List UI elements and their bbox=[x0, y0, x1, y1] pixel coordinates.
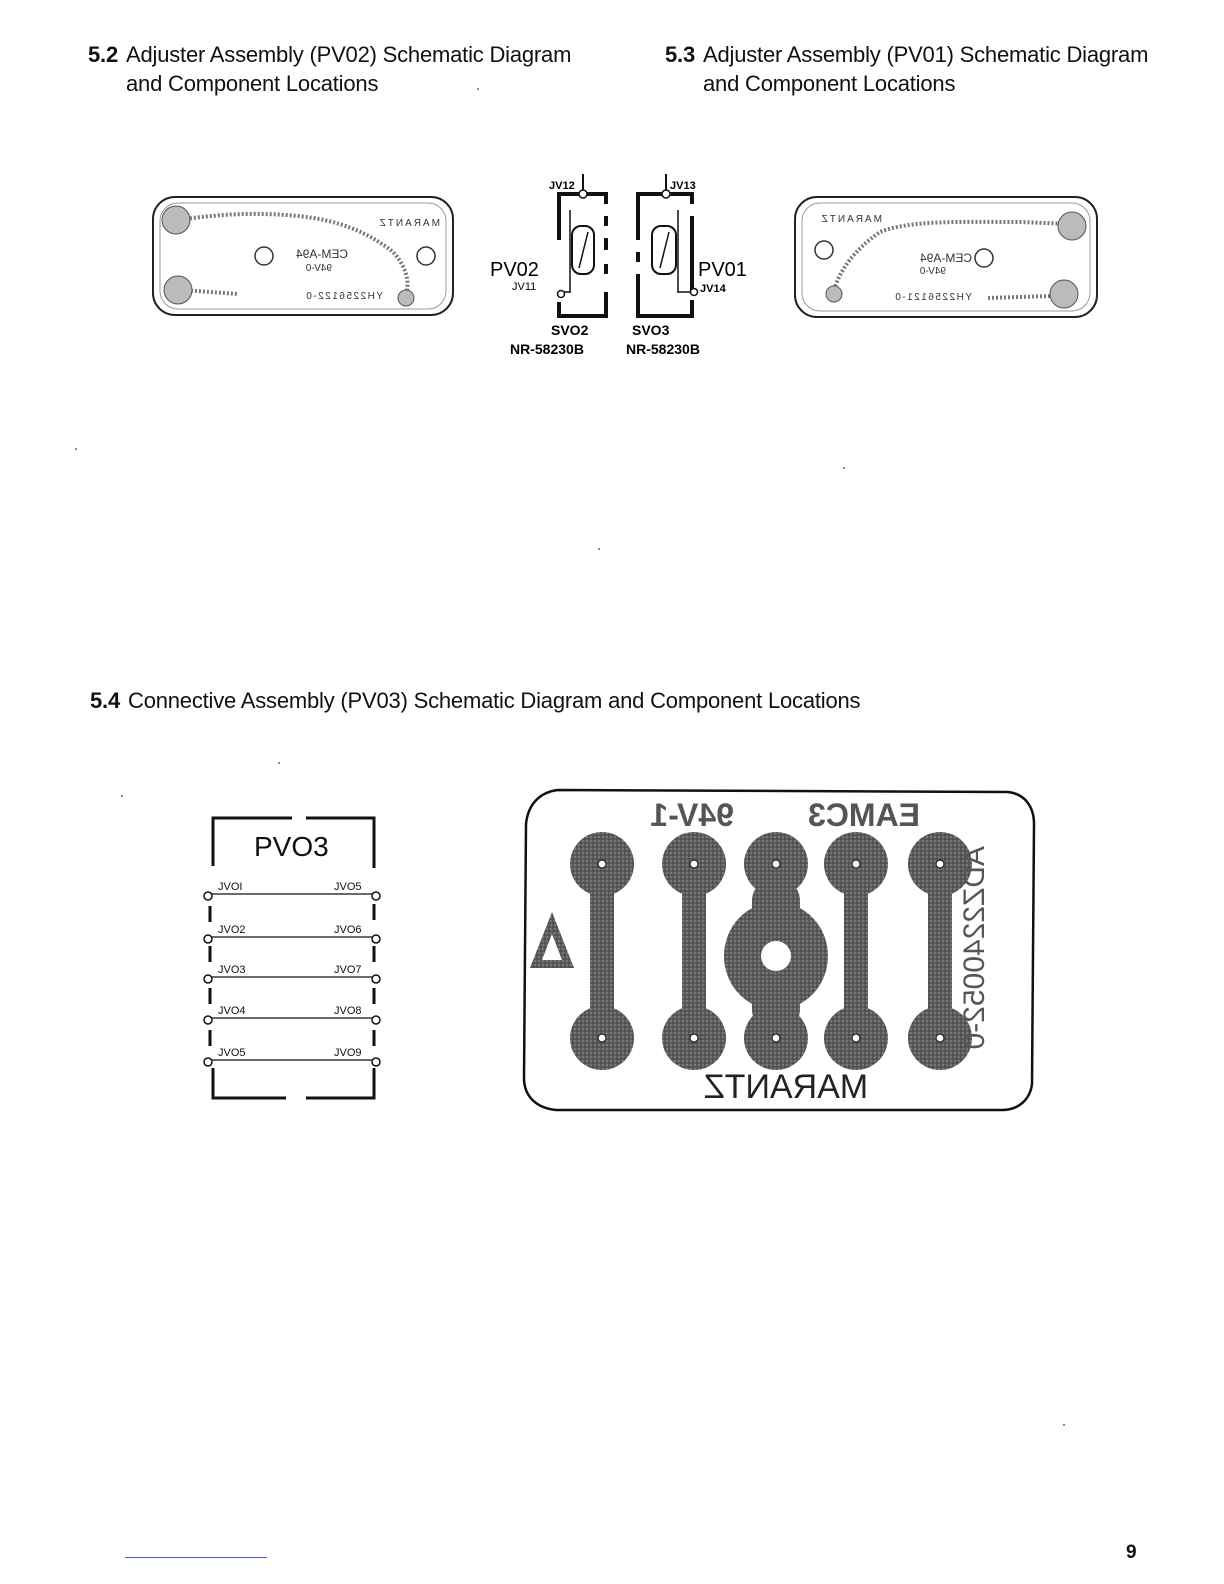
pcb-brand-text: MARANTZ bbox=[819, 214, 882, 225]
pv03-row-left-label: JVO4 bbox=[218, 1005, 246, 1017]
solder-pad bbox=[164, 276, 192, 304]
jv11-label: JV11 bbox=[512, 281, 537, 293]
pv03-row-left-label: JVO2 bbox=[218, 924, 246, 936]
pcb-grade-text: CEM-A94 bbox=[295, 247, 348, 261]
pv03-row-right-label: JVO7 bbox=[334, 964, 362, 976]
mounting-hole bbox=[815, 241, 833, 259]
pcb-brand-text: MARANTZ bbox=[703, 1068, 869, 1106]
section-title-line2: and Component Locations bbox=[126, 71, 379, 96]
pv03-row-right-label: JVO8 bbox=[334, 1005, 362, 1017]
print-speck bbox=[598, 548, 600, 550]
solder-pad bbox=[1058, 212, 1086, 240]
print-speck bbox=[843, 467, 845, 469]
pcb-brand-text: MARANTZ bbox=[377, 218, 440, 229]
solder-pad bbox=[826, 286, 842, 302]
pv03-schematic-lines bbox=[196, 806, 396, 1106]
center-mounting-hole bbox=[761, 941, 791, 971]
print-speck bbox=[477, 88, 479, 90]
terminal-jv14 bbox=[691, 289, 698, 296]
part-number-left: NR-58230B bbox=[510, 341, 584, 357]
print-speck bbox=[121, 795, 123, 797]
jv12-label: JV12 bbox=[549, 180, 575, 192]
section-5-4-heading bbox=[90, 686, 860, 715]
pv01-ref-label: PV01 bbox=[698, 259, 747, 281]
page-number: 9 bbox=[1126, 1542, 1137, 1563]
section-title-line2: and Component Locations bbox=[703, 71, 956, 96]
print-speck bbox=[278, 762, 280, 764]
pcb-pv03-figure bbox=[518, 784, 1040, 1116]
jv13-label: JV13 bbox=[670, 180, 696, 192]
pv03-row-right-label: JVO6 bbox=[334, 924, 362, 936]
pv03-row-right-label: JVO5 bbox=[334, 881, 362, 893]
pcb-pv02-figure bbox=[148, 192, 460, 322]
mounting-hole bbox=[255, 247, 273, 265]
mounting-hole bbox=[417, 247, 435, 265]
pv03-row-left-label: JVOI bbox=[218, 881, 243, 893]
part-number-right: NR-58230B bbox=[626, 341, 700, 357]
pv03-title: PVO3 bbox=[254, 831, 329, 862]
jv14-label: JV14 bbox=[700, 283, 726, 295]
svo2-label: SVO2 bbox=[551, 322, 589, 338]
pcb-subgrade-text: 94V-0 bbox=[919, 266, 946, 277]
terminal-jv12 bbox=[579, 190, 587, 198]
solder-pad bbox=[162, 206, 190, 234]
solder-pad bbox=[1050, 280, 1078, 308]
adjuster-schematic bbox=[484, 168, 774, 368]
svo3-label: SVO3 bbox=[632, 322, 670, 338]
pv03-schematic bbox=[196, 806, 396, 1106]
pcb-grade-text: CEM-A94 bbox=[919, 251, 972, 265]
solder-pad bbox=[398, 290, 414, 306]
section-title-line1: Adjuster Assembly (PV02) Schematic Diagram bbox=[126, 42, 572, 67]
pcb-subgrade-text: 94V-0 bbox=[305, 263, 332, 274]
print-speck bbox=[75, 448, 77, 450]
pcb-pv01-figure bbox=[790, 192, 1102, 324]
section-number: 5.4 bbox=[90, 688, 120, 713]
section-title-line1: Adjuster Assembly (PV01) Schematic Diagram bbox=[703, 42, 1149, 67]
pv03-rows bbox=[210, 894, 376, 1060]
terminal-jv13 bbox=[662, 190, 670, 198]
pv03-row-right-label: JVO9 bbox=[334, 1047, 362, 1059]
section-5-2-heading bbox=[88, 40, 571, 98]
pcb-code-text: EAMC3 bbox=[807, 797, 920, 833]
section-number: 5.2 bbox=[88, 42, 118, 67]
pv02-ref-label: PV02 bbox=[490, 259, 539, 281]
pv03-row-left-label: JVO5 bbox=[218, 1047, 246, 1059]
mounting-hole bbox=[975, 249, 993, 267]
section-number: 5.3 bbox=[665, 42, 695, 67]
section-5-3-heading bbox=[665, 40, 1148, 98]
terminal-jv11 bbox=[558, 291, 565, 298]
pcb-part-number-text: YH2256121-0 bbox=[893, 292, 972, 303]
footer-rule bbox=[125, 1557, 267, 1558]
pcb-rating-text: 94V-1 bbox=[650, 797, 734, 833]
section-title: Connective Assembly (PV03) Schematic Diagram and Component Locations bbox=[128, 688, 861, 713]
pcb-part-number-text: ADZ2240052-0 bbox=[958, 846, 991, 1050]
pcb-part-number-text: YH2256122-0 bbox=[304, 291, 383, 302]
print-speck bbox=[1063, 1424, 1065, 1426]
pv03-row-left-label: JVO3 bbox=[218, 964, 246, 976]
